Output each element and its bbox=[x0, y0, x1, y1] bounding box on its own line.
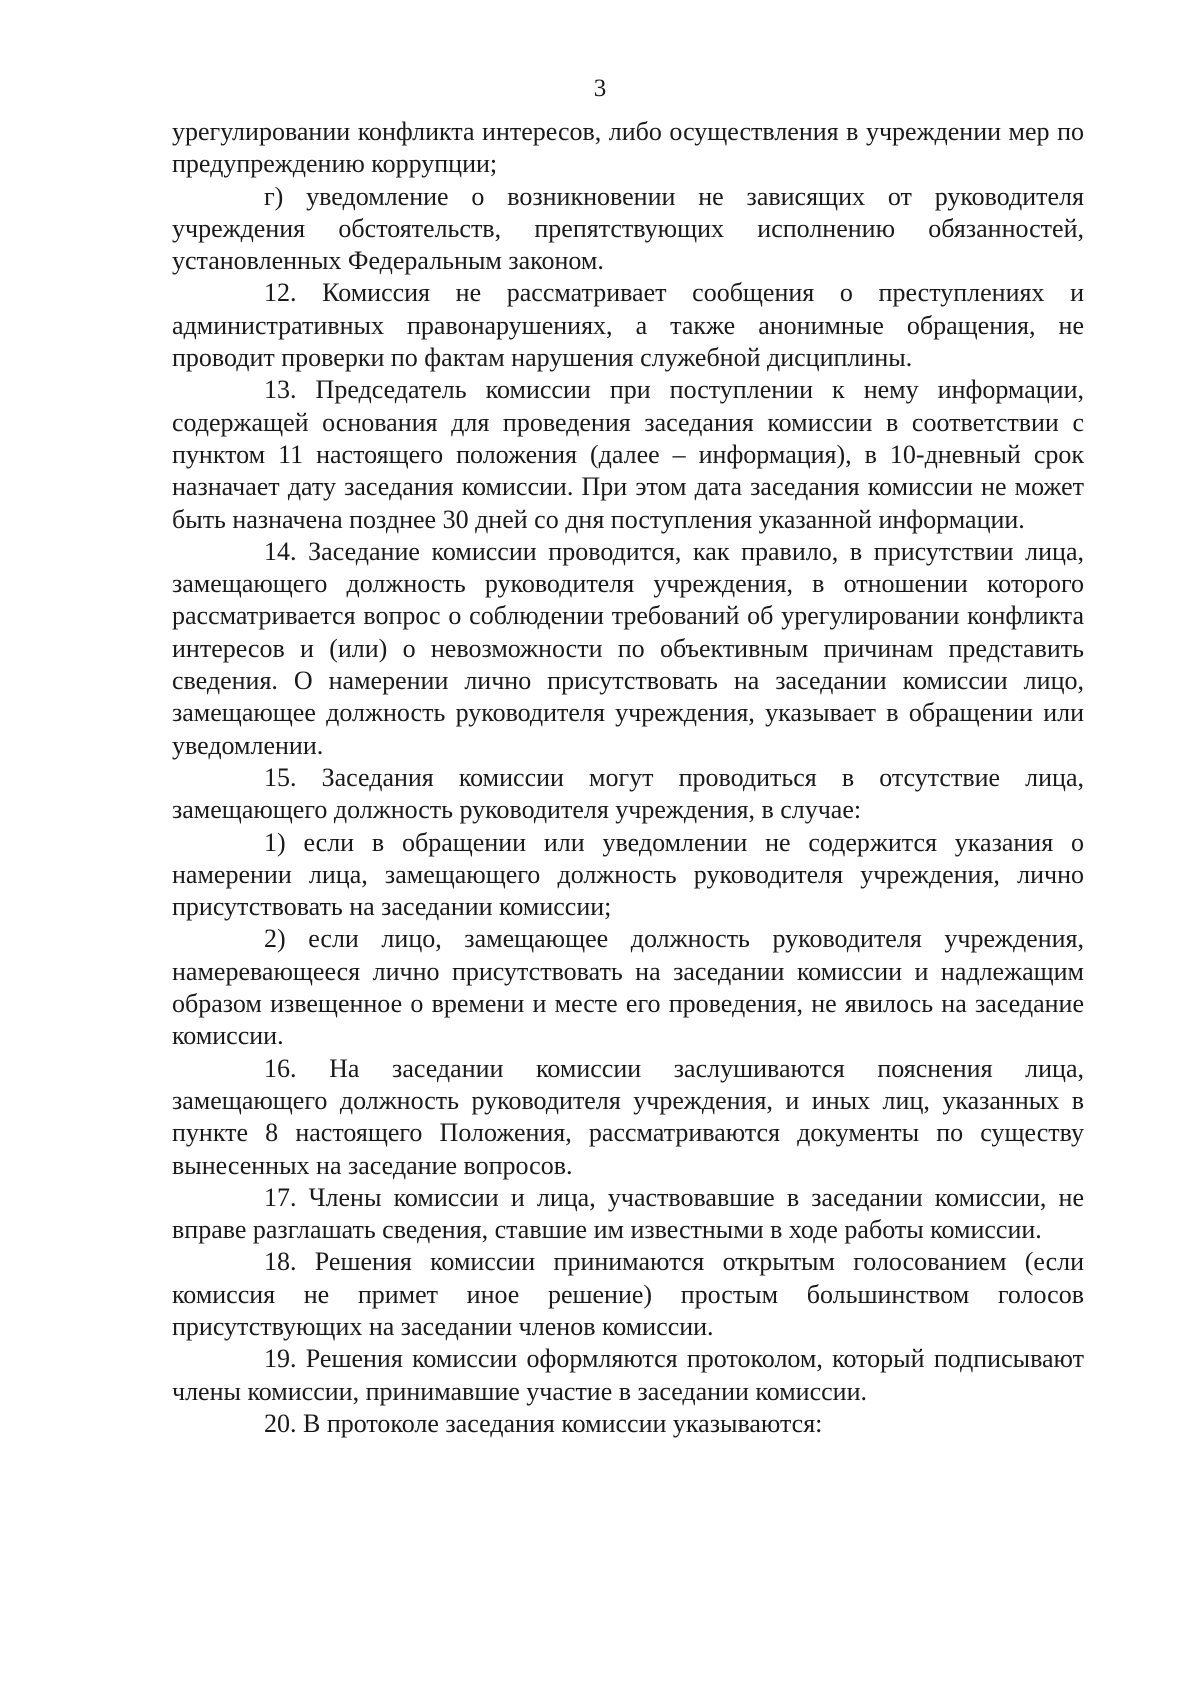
paragraph-15-item-2: 2) если лицо, замещающее должность руководителя учреждения, намеревающееся лично присутствовать на заседании комиссии и надлежащим образом извещенное о времени и месте его проведения, не явилось на заседание комиссии. bbox=[172, 924, 1084, 1051]
paragraph-continuation: урегулировании конфликта интересов, либо осуществления в учреждении мер по предупреждению коррупции; bbox=[172, 117, 1084, 179]
paragraph-17: 17. Члены комиссии и лица, участвовавшие в заседании комиссии, не вправе разглашать сведения, ставшие им известными в ходе работы комиссии. bbox=[172, 1182, 1084, 1245]
paragraph-15: 15. Заседания комиссии могут проводиться в отсутствие лица, замещающего должность руководителя учреждения, в случае: bbox=[172, 762, 1084, 825]
paragraph-item-g: г) уведомление о возникновении не зависящих от руководителя учреждения обстоятельств, препятствующих исполнению обязанностей, установленных Федеральным законом. bbox=[172, 181, 1084, 276]
paragraph-13: 13. Председатель комиссии при поступлении к нему информации, содержащей основания для проведения заседания комиссии в соответствии с пунктом 11 настоящего положения (далее – информация), в 10-дневный срок назначает дату заседания комиссии. При этом дата заседания комиссии не может быть назначена позднее 30 дней со дня поступления указанной информации. bbox=[172, 375, 1084, 534]
paragraph-16: 16. На заседании комиссии заслушиваются пояснения лица, замещающего должность руководителя учреждения, и иных лиц, указанных в пункте 8 настоящего Положения, рассматриваются документы по существу вынесенных на заседание вопросов. bbox=[172, 1053, 1084, 1180]
paragraph-12: 12. Комиссия не рассматривает сообщения о преступлениях и административных правонарушениях, а также анонимные обращения, не проводит проверки по фактам нарушения служебной дисциплины. bbox=[172, 278, 1084, 373]
paragraph-15-item-1: 1) если в обращении или уведомлении не содержится указания о намерении лица, замещающего должность руководителя учреждения, лично присутствовать на заседании комиссии; bbox=[172, 827, 1084, 922]
paragraph-14: 14. Заседание комиссии проводится, как правило, в присутствии лица, замещающего должность руководителя учреждения, в отношении которого рассматривается вопрос о соблюдении требований об урегулировании конфликта интересов и (или) о невозможности по объективным причинам представить сведения. О намерении лично присутствовать на заседании комиссии лицо, замещающее должность руководителя учреждения, указывает в обращении или уведомлении. bbox=[172, 536, 1084, 760]
document-body bbox=[172, 116, 1084, 1440]
paragraph-20: 20. В протоколе заседания комиссии указываются: bbox=[264, 1408, 823, 1438]
page-number: 3 bbox=[593, 75, 607, 102]
paragraph-18: 18. Решения комиссии принимаются открытым голосованием (если комиссия не примет иное решение) простым большинством голосов присутствующих на заседании членов комиссии. bbox=[172, 1247, 1084, 1341]
paragraph-19: 19. Решения комиссии оформляются протоколом, который подписывают члены комиссии, принимавшие участие в заседании комиссии. bbox=[172, 1344, 1084, 1406]
